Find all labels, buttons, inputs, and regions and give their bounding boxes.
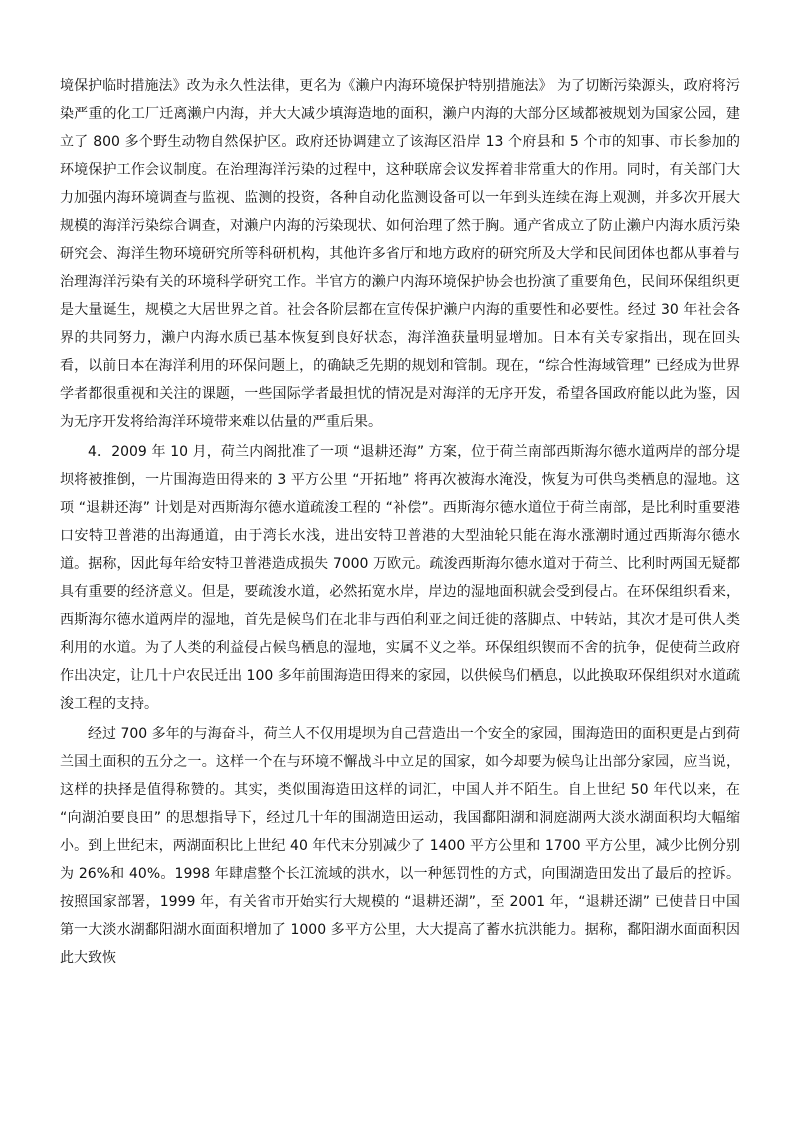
paragraph-setouchi-protection: 境保护临时措施法》改为永久性法律，更名为《濑户内海环境保护特别措施法》 为了切断污染源头，政府将污染严重的化工厂迁离濑户内海，并大大减少填海造地的面积，濑户内海的大部分区域都被规划为国家公园，建立了 800 多个野生动物自然保护区。政府还协调建立了该海区沿岸 13 个府县和 5 个市的知事、市长参加的环境保护工作会议制度。在治理海洋污染的过程中，这种联席会议发挥着非常重大的作用。同时，有关部门大力加强内海环境调查与监视、监测的投资，各种自动化监测设备可以一年到头连续在海上观测，并多次开展大规模的海洋污染综合调查，对濑户内海的污染现状、如何治理了然于胸。通产省成立了防止濑户内海水质污染研究会、海洋生物环境研究所等科研机构，其他许多省厅和地方政府的研究所及大学和民间团体也都从事着与治理海洋污染有关的环境科学研究工作。半官方的濑户内海环境保护协会也扮演了重要角色，民间环保组织更是大量诞生，规模之大居世界之首。社会各阶层都在宣传保护濑户内海的重要性和必要性。经过 30 年社会各界的共同努力，濑户内海水质已基本恢复到良好状态，海洋渔获量明显增加。日本有关专家指出，现在回头看，以前日本在海洋利用的环保问题上，的确缺乏先期的规划和管制。现在，“综合性海域管理” 已经成为世界学者都很重视和关注的课题，一些国际学者最担忧的情况是对海洋的无序开发，希望各国政府能以此为鉴，因为无序开发将给海洋环境带来难以估量的严重后果。 [60,78,740,430]
paragraph-netherlands-return-to-sea: 4．2009 年 10 月，荷兰内阁批准了一项 “退耕还海” 方案，位于荷兰南部西斯海尔德水道两岸的部分堤坝将被推倒，一片围海造田得来的 3 平方公里 “开拓地” 将再次被海水淹没，恢复为可供鸟类栖息的湿地。这项 “退耕还海” 计划是对西斯海尔德水道疏浚工程的 “补偿”。西斯海尔德水道位于荷兰南部，是比利时重要港口安特卫普港的出海通道，由于湾长水浅，进出安特卫普港的大型油轮只能在海水涨潮时通过西斯海尔德水道。据称，因此每年给安特卫普港造成损失 7000 万欧元。疏浚西斯海尔德水道对于荷兰、比利时两国无疑都具有重要的经济意义。但是，要疏浚水道，必然拓宽水岸，岸边的湿地面积就会受到侵占。在环保组织看来，西斯海尔德水道两岸的湿地，首先是候鸟们在北非与西伯利亚之间迁徙的落脚点、中转站，其次才是可供人类利用的水道。为了人类的利益侵占候鸟栖息的湿地，实属不义之举。环保组织锲而不舍的抗争，促使荷兰政府作出决定，让几十户农民迁出 100 多年前围海造田得来的家园，以供候鸟们栖息，以此换取环保组织对水道疏浚工程的支持。 [60,444,740,712]
document-body [60,72,740,974]
paragraph-lake-reclamation: 经过 700 多年的与海奋斗，荷兰人不仅用堤坝为自己营造出一个安全的家园，围海造田的面积更是占到荷兰国土面积的五分之一。这样一个在与环境不懈战斗中立足的国家，如今却要为候鸟让出部分家园，应当说，这样的抉择是值得称赞的。其实，类似围海造田这样的词汇，中国人并不陌生。自上世纪 50 年代以来，在 “向湖泊要良田” 的思想指导下，经过几十年的围湖造田运动，我国鄱阳湖和洞庭湖两大淡水湖面积均大幅缩小。到上世纪末，两湖面积比上世纪 40 年代末分别减少了 1400 平方公里和 1700 平方公里，减少比例分别为 26%和 40%。1998 年肆虐整个长江流域的洪水，以一种惩罚性的方式，向围湖造田发出了最后的控诉。按照国家部署，1999 年，有关省市开始实行大规模的 “退耕还湖”，至 2001 年，“退耕还湖” 已使昔日中国第一大淡水湖鄱阳湖水面面积增加了 1000 多平方公里，大大提高了蓄水抗洪能力。据称，鄱阳湖水面面积因此大致恢 [60,726,740,966]
